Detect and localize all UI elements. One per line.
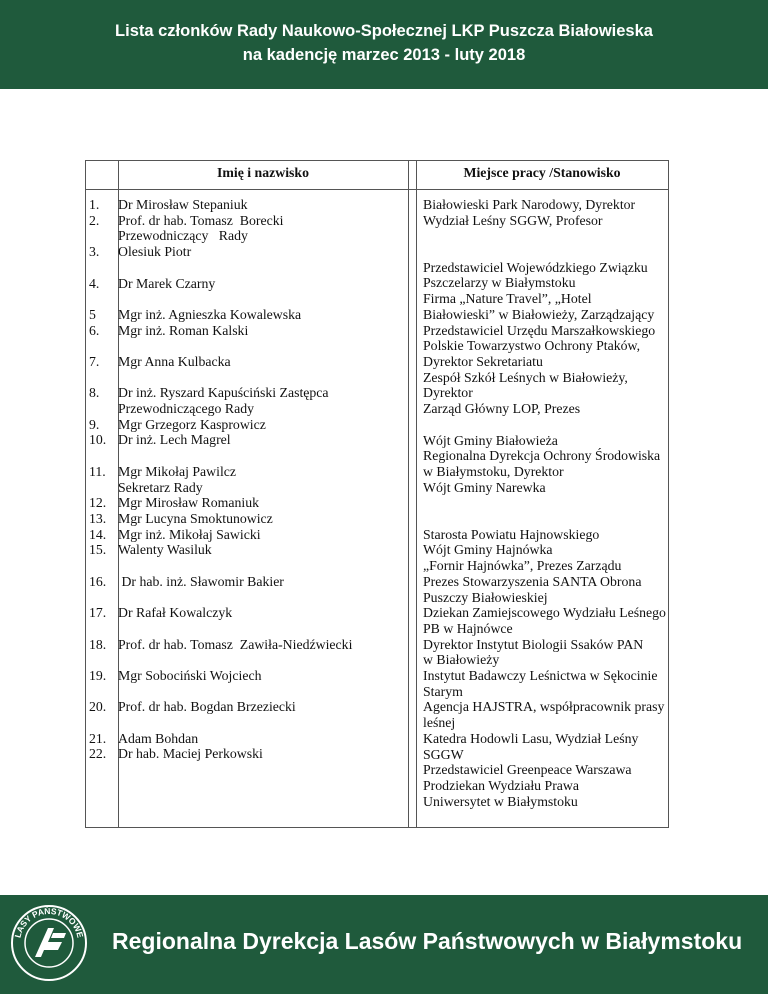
row-number: [86, 260, 118, 276]
row-number: 9.: [89, 416, 100, 432]
member-name: [118, 338, 408, 354]
member-name: Mgr inż. Agnieszka Kowalewska: [118, 306, 302, 322]
member-name: Walenty Wasiluk: [118, 542, 212, 558]
member-name: Olesiuk Piotr: [118, 244, 192, 260]
table-row: [86, 417, 408, 433]
row-number: [86, 558, 118, 574]
table-row: [86, 432, 408, 448]
row-number: 11.: [89, 463, 106, 479]
row-number: [86, 228, 118, 244]
names-column: [86, 197, 408, 762]
table-row: [86, 652, 408, 668]
row-number: [86, 480, 118, 496]
table-row: [86, 684, 408, 700]
table-row: [86, 385, 408, 401]
row-number: [86, 338, 118, 354]
table-row: [86, 354, 408, 370]
workplace-line: [423, 511, 670, 527]
member-name: Mgr Anna Kulbacka: [118, 353, 231, 369]
workplace-line: Zespół Szkół Leśnych w Białowieży,: [423, 369, 628, 385]
workplace-line: [423, 244, 670, 260]
workplace-line: [423, 417, 670, 433]
member-name: [118, 558, 408, 574]
member-name: Dr inż. Lech Magrel: [118, 432, 231, 448]
workplace-line: leśnej: [423, 715, 456, 731]
member-name: Prof. dr hab. Bogdan Brzeziecki: [118, 699, 296, 715]
places-column: [423, 197, 670, 809]
column-header-name: Imię i nazwisko: [217, 165, 309, 180]
row-number: 8.: [89, 385, 100, 401]
member-name: Dr hab. inż. Sławomir Bakier: [118, 573, 284, 589]
member-name: Mgr Mirosław Romaniuk: [118, 495, 260, 511]
member-name: Dr Mirosław Stepaniuk: [118, 197, 248, 212]
table-row: [86, 307, 408, 323]
column-header-place: Miejsce pracy /Stanowisko: [463, 165, 621, 180]
row-number: 21.: [89, 730, 107, 746]
member-name: Mgr Mikołaj Pawilcz: [118, 463, 237, 479]
member-name: [118, 370, 408, 386]
workplace-line: Przedstawiciel Greenpeace Warszawa: [423, 762, 632, 778]
table-row: [86, 668, 408, 684]
row-number: 10.: [89, 432, 107, 448]
table-divider: [416, 161, 417, 827]
row-number: 16.: [89, 573, 107, 589]
workplace-line: Agencja HAJSTRA, współpracownik prasy: [423, 699, 665, 715]
member-name: Dr hab. Maciej Perkowski: [118, 746, 263, 762]
row-number: 15.: [89, 542, 107, 558]
table-row: [86, 574, 408, 590]
table-row: [86, 448, 408, 464]
table-row: [86, 605, 408, 621]
workplace-line: Białowieski” w Białowieży, Zarządzający: [423, 306, 655, 322]
row-number: [86, 621, 118, 637]
document-header: [0, 0, 768, 89]
table-row: [86, 731, 408, 747]
table-row: [86, 228, 408, 244]
member-name: [118, 715, 408, 731]
table-row: [86, 276, 408, 292]
table-row: [86, 558, 408, 574]
member-name: Mgr Lucyna Smoktunowicz: [118, 510, 273, 526]
workplace-line: Dyrektor Sekretariatu: [423, 354, 543, 369]
workplace-line: Puszczy Białowieskiej: [423, 589, 548, 605]
workplace-line: Regionalna Dyrekcja Ochrony Środowiska: [423, 448, 661, 464]
row-number: 20.: [89, 699, 107, 715]
workplace-line: Przedstawiciel Urzędu Marszałkowskiego: [423, 322, 656, 338]
workplace-line: [423, 228, 670, 244]
header-title-line2: na kadencję marzec 2013 - luty 2018: [242, 46, 526, 64]
workplace-line: Wójt Gminy Białowieża: [423, 432, 558, 448]
workplace-line: Starym: [423, 683, 463, 699]
footer-title: Regionalna Dyrekcja Lasów Państwowych w Białymstoku: [112, 928, 743, 954]
table-row: [86, 511, 408, 527]
member-name: [118, 621, 408, 637]
workplace-line: PB w Hajnówce: [423, 620, 513, 636]
workplace-line: Polskie Towarzystwo Ochrony Ptaków,: [423, 338, 641, 354]
workplace-line: Starosta Powiatu Hajnowskiego: [423, 526, 600, 542]
workplace-line: Firma „Nature Travel”, „Hotel: [423, 291, 592, 307]
member-name: [118, 260, 408, 276]
workplace-line: Dyrektor Instytut Biologii Ssaków PAN: [423, 636, 644, 652]
member-name: Prof. dr hab. Tomasz Zawiła-Niedźwiecki: [118, 636, 353, 652]
workplace-line: Wójt Gminy Narewka: [423, 479, 546, 495]
row-number: [86, 652, 118, 668]
table-row: [86, 715, 408, 731]
members-table: [85, 160, 669, 828]
workplace-line: w Białowieży: [423, 652, 500, 668]
workplace-line: Instytut Badawczy Leśnictwa w Sękocinie: [423, 668, 658, 684]
member-name: Dr inż. Ryszard Kapuściński Zastępca: [118, 385, 329, 401]
member-name: [118, 589, 408, 605]
workplace-line: Prodziekan Wydziału Prawa: [423, 777, 579, 793]
member-name: Mgr inż. Mikołaj Sawicki: [118, 526, 261, 542]
row-number: 17.: [89, 605, 107, 621]
table-row: [86, 338, 408, 354]
member-name: Przewodniczący Rady: [118, 228, 248, 244]
table-divider: [408, 161, 409, 827]
row-number: 14.: [89, 526, 107, 542]
member-name: Prof. dr hab. Tomasz Borecki: [118, 212, 284, 228]
workplace-line: SGGW: [423, 746, 464, 762]
workplace-line: Prezes Stowarzyszenia SANTA Obrona: [423, 573, 642, 589]
table-row: [86, 401, 408, 417]
row-number: 18.: [89, 636, 107, 652]
row-number: [86, 291, 118, 307]
member-name: Przewodniczącego Rady: [118, 401, 254, 417]
member-name: [118, 291, 408, 307]
table-row: [86, 637, 408, 653]
member-name: [118, 684, 408, 700]
member-name: [118, 652, 408, 668]
row-number: 7.: [89, 353, 100, 369]
workplace-line: Zarząd Główny LOP, Prezes: [423, 401, 581, 417]
table-row: [86, 527, 408, 543]
svg-text:LASY PAŃSTWOWE: LASY PAŃSTWOWE: [12, 905, 86, 939]
row-number: [86, 401, 118, 417]
table-row: [86, 746, 408, 762]
member-name: Mgr Sobociński Wojciech: [118, 667, 262, 683]
member-name: Dr Marek Czarny: [118, 275, 216, 291]
document-footer: [0, 895, 768, 994]
row-number: 2.: [89, 212, 100, 228]
row-number: [86, 684, 118, 700]
workplace-line: Uniwersytet w Białymstoku: [423, 793, 578, 809]
member-name: Mgr Grzegorz Kasprowicz: [118, 416, 266, 432]
workplace-line: Dyrektor: [423, 385, 473, 401]
workplace-line: [423, 495, 670, 511]
workplace-line: Białowieski Park Narodowy, Dyrektor: [423, 197, 636, 212]
row-number: [86, 589, 118, 605]
lasy-panstwowe-logo: [8, 902, 90, 984]
row-number: 13.: [89, 510, 107, 526]
table-row: [86, 480, 408, 496]
row-number: 3.: [89, 244, 100, 260]
member-name: Dr Rafał Kowalczyk: [118, 605, 233, 621]
row-number: [86, 448, 118, 464]
table-row: [86, 260, 408, 276]
row-number: 6.: [89, 322, 100, 338]
table-row: [86, 542, 408, 558]
row-number: 22.: [89, 746, 107, 762]
table-row: [86, 323, 408, 339]
row-number: [86, 370, 118, 386]
workplace-line: Pszczelarzy w Białymstoku: [423, 275, 576, 291]
table-row: [86, 699, 408, 715]
table-row: [86, 370, 408, 386]
table-row: [86, 244, 408, 260]
workplace-line: Wójt Gminy Hajnówka: [423, 542, 553, 558]
workplace-line: Przedstawiciel Wojewódzkiego Związku: [423, 259, 648, 275]
table-row: [86, 197, 408, 213]
header-title-line1: Lista członków Rady Naukowo-Społecznej LKP Puszcza Białowieska: [115, 22, 653, 40]
row-number: 5: [89, 306, 96, 322]
workplace-line: Dziekan Zamiejscowego Wydziału Leśnego: [423, 605, 666, 621]
row-number: 1.: [89, 197, 100, 212]
table-row: [86, 213, 408, 229]
table-row: [86, 291, 408, 307]
member-name: Adam Bohdan: [118, 730, 199, 746]
table-row: [86, 621, 408, 637]
row-number: 4.: [89, 275, 100, 291]
workplace-line: Wydział Leśny SGGW, Profesor: [423, 212, 603, 228]
workplace-line: w Białymstoku, Dyrektor: [423, 463, 564, 479]
row-number: 19.: [89, 667, 107, 683]
workplace-line: „Fornir Hajnówka”, Prezes Zarządu: [423, 558, 622, 574]
member-name: [118, 448, 408, 464]
workplace-line: Katedra Hodowli Lasu, Wydział Leśny: [423, 730, 639, 746]
row-number: 12.: [89, 495, 107, 511]
table-row: [86, 464, 408, 480]
member-name: Sekretarz Rady: [118, 479, 203, 495]
table-row: [86, 589, 408, 605]
table-row: [86, 495, 408, 511]
table-header-divider: [86, 189, 668, 190]
row-number: [86, 715, 118, 731]
member-name: Mgr inż. Roman Kalski: [118, 322, 249, 338]
